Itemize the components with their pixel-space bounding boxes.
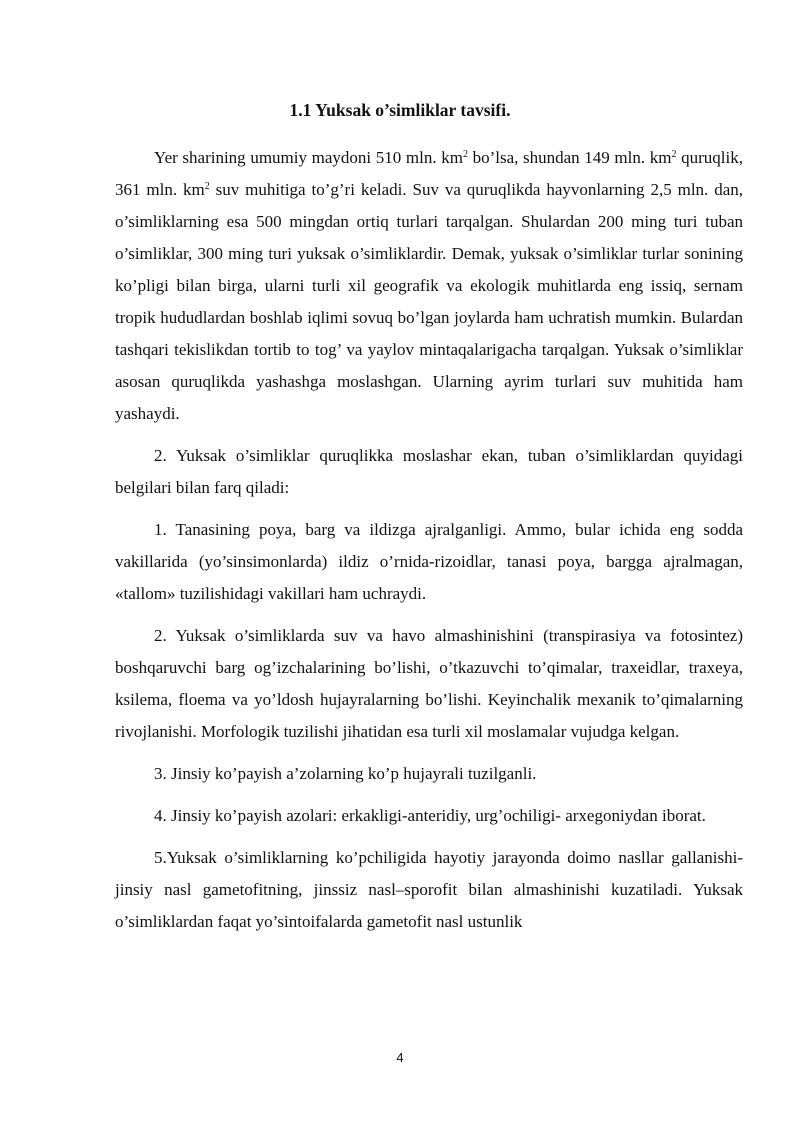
paragraph-intro-text-b: bo’lsa, shundan 149 mln. km <box>467 148 672 167</box>
section-title: 1.1 Yuksak o’simliklar tavsifi. <box>289 100 511 120</box>
paragraph-item-2: 2. Yuksak o’simliklarda suv va havo almashinishini (transpirasiya va fotosintez) boshqaruvchi barg og’izchalarining bo’lishi, o’tkazuvchi to’qimalar, traxeidlar, traxeya, ksilema, floema va yo’ldosh hujayralarning bo’lishi. Keyinchalik mexanik to’qimalarning rivojlanishi. Morfologik tuzilishi jihatidan esa turli xil moslamalar vujudga kelgan. <box>115 626 743 741</box>
paragraph-intro-text-a: Yer sharining umumiy maydoni 510 mln. km <box>154 148 463 167</box>
document-body <box>115 142 743 948</box>
superscript: 2 <box>204 181 210 192</box>
paragraph-item-3: 3. Jinsiy ko’payish a’zolarning ko’p hujayrali tuzilganli. <box>154 764 537 783</box>
page-number: 4 <box>396 1050 404 1065</box>
paragraph-item-4: 4. Jinsiy ko’payish azolari: erkakligi-anteridiy, urg’ochiligi- arxegoniydan iborat. <box>154 806 706 825</box>
paragraph-differences: 2. Yuksak o’simliklar quruqlikka moslashar ekan, tuban o’simliklardan quyidagi belgilari bilan farq qiladi: <box>115 446 743 497</box>
paragraph-item-5: 5.Yuksak o’simliklarning ko’pchiligida hayotiy jarayonda doimo nasllar gallanishi-jinsiy nasl gametofitning, jinssiz nasl–sporofit bilan almashinishi kuzatiladi. Yuksak o’simliklardan faqat yo’sintoifalarda gametofit nasl ustunlik <box>115 848 743 931</box>
paragraph-intro-text-d: suv muhitiga to’g’ri keladi. Suv va quruqlikda hayvonlarning 2,5 mln. dan, o’simliklarning esa 500 mingdan ortiq turlari tarqalgan. Shulardan 200 ming turi tuban o’simliklar, 300 ming turi yuksak o’simliklardir. Demak, yuksak o’simliklar turlar sonining ko’pligi bilan birga, ularni turli xil geografik va ekologik muhitlarda eng issiq, sernam tropik hududlardan boshlab iqlimi sovuq bo’lgan joylarda ham uchratish mumkin. Bulardan tashqari tekislikdan tortib to tog’ va yaylov mintaqalarigacha tarqalgan. Yuksak o’simliklar asosan quruqlikda yashashga moslashgan. Ularning ayrim turlari suv muhitida ham yashaydi. <box>115 180 744 423</box>
superscript: 2 <box>671 149 677 160</box>
paragraph-intro-text-c: quruqlik, 361 mln. km <box>115 148 743 199</box>
paragraph-intro <box>115 142 743 430</box>
superscript: 2 <box>462 149 468 160</box>
paragraph-item-1: 1. Tanasining poya, barg va ildizga ajralganligi. Ammo, bular ichida eng sodda vakillarida (yo’sinsimonlarda) ildiz o’rnida-rizoidlar, tanasi poya, bargga ajralmagan, «tallom» tuzilishidagi vakillari ham uchraydi. <box>115 520 743 603</box>
